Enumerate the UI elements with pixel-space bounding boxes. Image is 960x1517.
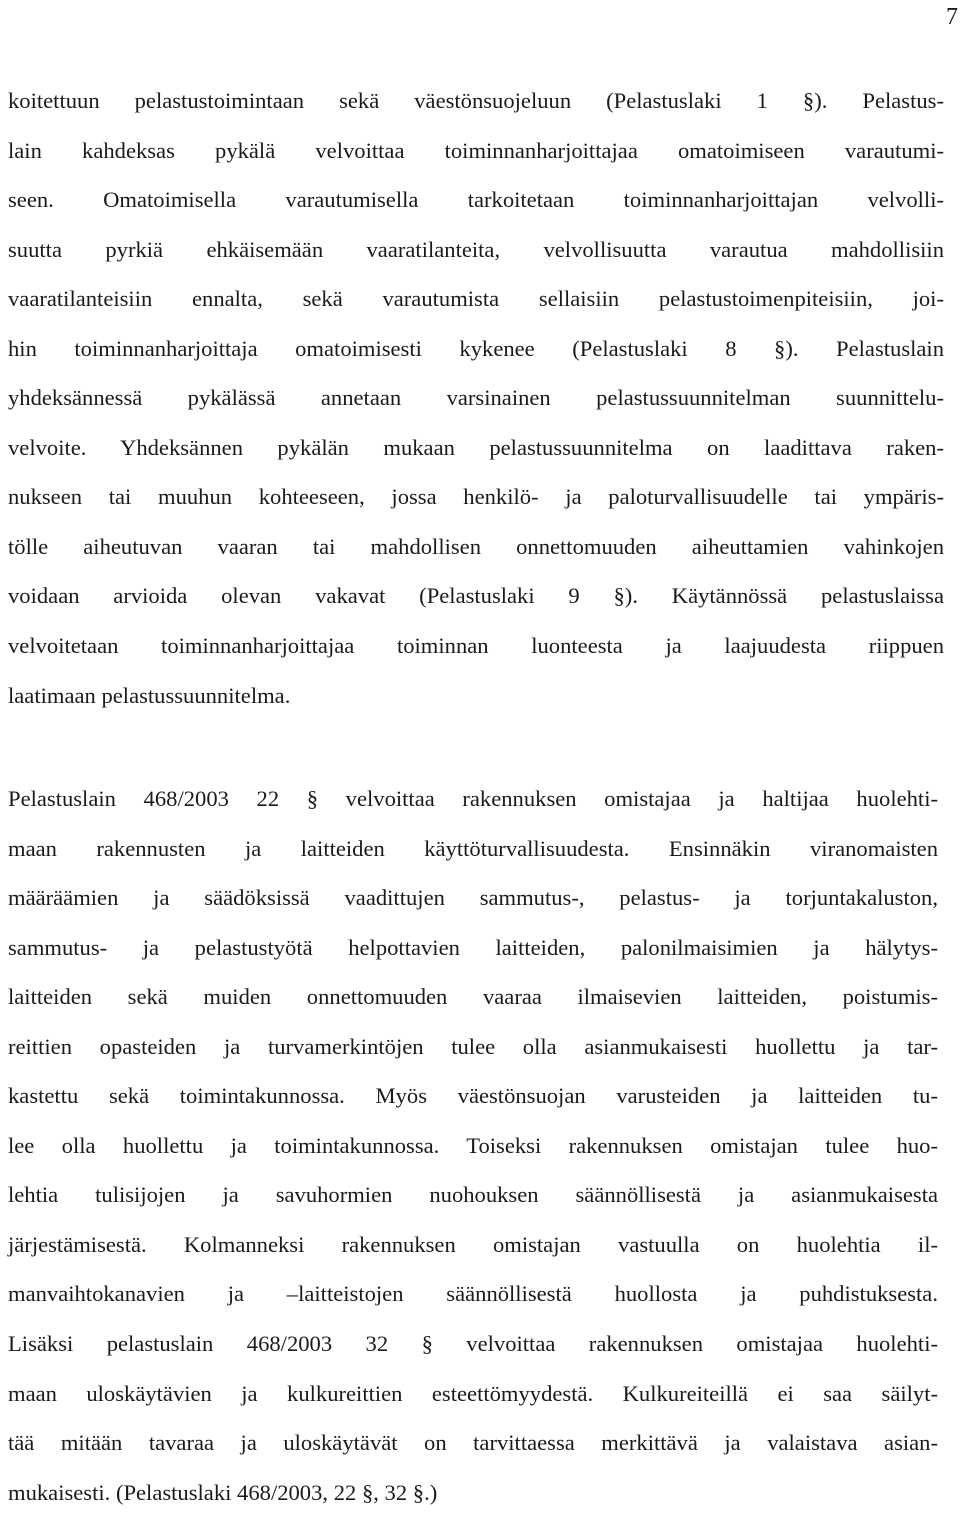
body-paragraph-2 [8, 774, 938, 1517]
text-line: vaaratilanteisiin ennalta, sekä varautumista sellaisiin pelastustoimenpiteisiin, joi- [8, 286, 944, 312]
text-line: voidaan arvioida olevan vakavat (Pelastuslaki 9 §). Käytännössä pelastuslaissa [8, 583, 944, 609]
page-number: 7 [946, 4, 958, 30]
text-line: järjestämisestä. Kolmanneksi rakennuksen omistajan vastuulla on huolehtia il- [8, 1231, 938, 1257]
text-line: maan rakennusten ja laitteiden käyttöturvallisuudesta. Ensinnäkin viranomaisten [8, 835, 938, 861]
text-line: nukseen tai muuhun kohteeseen, jossa henkilö- ja paloturvallisuudelle tai ympäris- [8, 484, 944, 510]
text-line: velvoite. Yhdeksännen pykälän mukaan pelastussuunnitelma on laadittava raken- [8, 434, 944, 460]
text-line: koitettuun pelastustoimintaan sekä väestönsuojeluun (Pelastuslaki 1 §). Pelastus- [8, 88, 944, 113]
text-line: lehtia tulisijojen ja savuhormien nuohouksen säännöllisestä ja asianmukaisesta [8, 1182, 938, 1208]
text-line: tää mitään tavaraa ja uloskäytävät on tarvittaessa merkittävä ja valaistava asian- [8, 1430, 938, 1456]
text-line: lain kahdeksas pykälä velvoittaa toiminnanharjoittajaa omatoimiseen varautumi- [8, 137, 944, 163]
text-line: suutta pyrkiä ehkäisemään vaaratilanteita, velvollisuutta varautua mahdollisiin [8, 236, 944, 262]
body-paragraph-1 [8, 76, 944, 720]
text-line: määräämien ja säädöksissä vaadittujen sammutus-, pelastus- ja torjuntakaluston, [8, 885, 938, 911]
text-line: tölle aiheutuvan vaaran tai mahdollisen onnettomuuden aiheuttamien vahinkojen [8, 533, 944, 559]
text-line: reittien opasteiden ja turvamerkintöjen tulee olla asianmukaisesti huollettu ja tar- [8, 1033, 938, 1059]
text-line: mukaisesti. (Pelastuslaki 468/2003, 22 §, 32 §.) [8, 1479, 438, 1505]
text-line: hin toiminnanharjoittaja omatoimisesti kykenee (Pelastuslaki 8 §). Pelastuslain [8, 335, 944, 361]
text-line: manvaihtokanavien ja –laitteistojen säännöllisestä huollosta ja puhdistuksesta. [8, 1281, 938, 1307]
text-line: lee olla huollettu ja toimintakunnossa. Toiseksi rakennuksen omistajan tulee huo- [8, 1132, 938, 1158]
text-line: maan uloskäytävien ja kulkureittien esteettömyydestä. Kulkureiteillä ei saa säilyt- [8, 1380, 938, 1406]
text-line: seen. Omatoimisella varautumisella tarkoitetaan toiminnanharjoittajan velvolli- [8, 187, 944, 213]
text-line: Pelastuslain 468/2003 22 § velvoittaa rakennuksen omistajaa ja haltijaa huolehti- [8, 786, 938, 811]
text-line: laitteiden sekä muiden onnettomuuden vaaraa ilmaisevien laitteiden, poistumis- [8, 984, 938, 1010]
text-line: kastettu sekä toimintakunnossa. Myös väestönsuojan varusteiden ja laitteiden tu- [8, 1083, 938, 1109]
text-line: sammutus- ja pelastustyötä helpottavien laitteiden, palonilmaisimien ja hälytys- [8, 934, 938, 960]
text-line: yhdeksännessä pykälässä annetaan varsinainen pelastussuunnitelman suunnittelu- [8, 385, 944, 411]
text-line: velvoitetaan toiminnanharjoittajaa toiminnan luonteesta ja laajuudesta riippuen [8, 633, 944, 659]
text-line: Lisäksi pelastuslain 468/2003 32 § velvoittaa rakennuksen omistajaa huolehti- [8, 1331, 938, 1357]
text-line: laatimaan pelastussuunnitelma. [8, 682, 291, 708]
